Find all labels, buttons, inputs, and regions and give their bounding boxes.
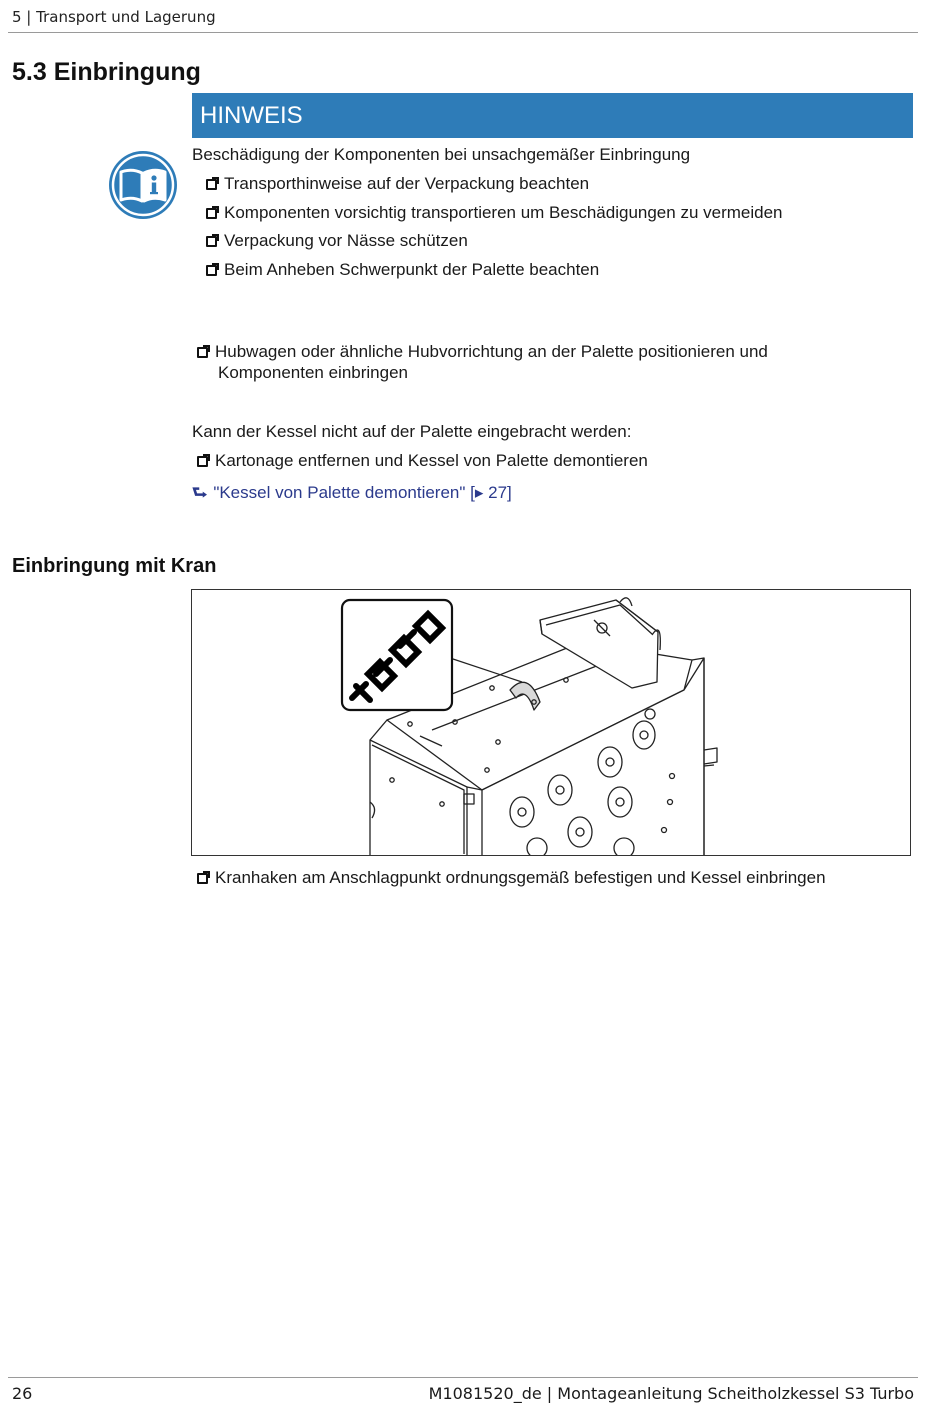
cross-reference-link[interactable]: ⮑ "Kessel von Palette demontieren" [▸ 27] (192, 483, 512, 502)
pallet-step: Hubwagen oder ähnliche Hubvorrichtung an der Palette positionieren und (197, 342, 768, 362)
checkbox-icon (197, 347, 208, 358)
condition-text: Kann der Kessel nicht auf der Palette eingebracht werden: (192, 422, 632, 441)
notice-bar (192, 93, 913, 138)
result-arrow-icon: ⮑ (192, 483, 208, 502)
checkbox-icon (197, 456, 208, 467)
crane-illustration (191, 589, 911, 856)
document-title: M1081520_de | Montageanleitung Scheitholzkessel S3 Turbo (428, 1384, 914, 1403)
crane-step: Kranhaken am Anschlagpunkt ordnungsgemäß befestigen und Kessel einbringen (197, 868, 826, 888)
notice-intro: Beschädigung der Komponenten bei unsachgemäßer Einbringung (192, 145, 691, 164)
header-rule (8, 32, 918, 33)
read-manual-info-icon (108, 150, 178, 220)
crane-heading: Einbringung mit Kran (12, 555, 217, 577)
pallet-step-continuation: Komponenten einbringen (218, 363, 408, 382)
checkbox-icon (206, 208, 217, 219)
section-title: 5.3 Einbringung (12, 58, 201, 86)
notice-item: Beim Anheben Schwerpunkt der Palette beachten (206, 260, 599, 280)
notice-item: Verpackung vor Nässe schützen (206, 231, 468, 251)
checkbox-icon (197, 873, 208, 884)
checkbox-icon (206, 179, 217, 190)
page-pointer-icon: ▸ (474, 483, 484, 502)
notice-item: Transporthinweise auf der Verpackung beachten (206, 174, 589, 194)
checkbox-icon (206, 236, 217, 247)
notice-label: HINWEIS (200, 102, 303, 129)
footer-rule (8, 1377, 918, 1378)
notice-item: Komponenten vorsichtig transportieren um Beschädigungen zu vermeiden (206, 203, 783, 223)
running-header: 5 | Transport und Lagerung (12, 8, 216, 26)
page-number: 26 (12, 1384, 33, 1403)
boiler-lifting-drawing (192, 590, 911, 856)
remove-step: Kartonage entfernen und Kessel von Palette demontieren (197, 451, 648, 471)
checkbox-icon (206, 265, 217, 276)
